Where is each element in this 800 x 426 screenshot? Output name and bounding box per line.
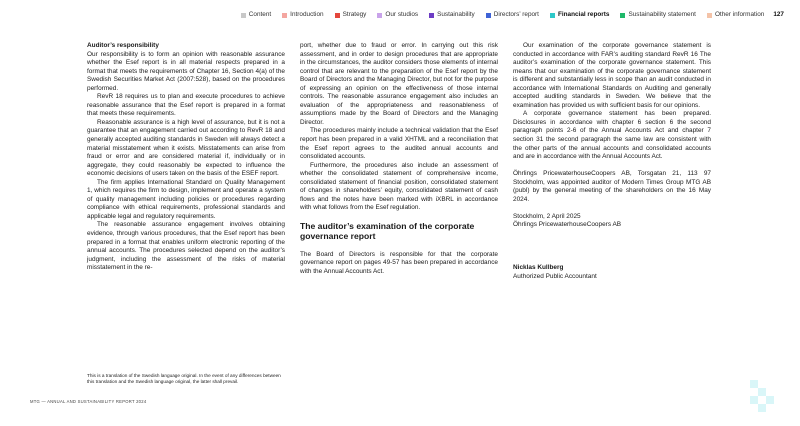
paragraph: A corporate governance statement has been prepared. Disclosures in accordance with chapter 6 section 6 the second paragraph points 2-6 of the Annual Accounts Act and chapter 7 section 31 the second paragraph the same law are consistent with the other parts of the annual accounts and consolidated accounts and are in accordance with the Annual Accounts Act. [513,110,711,161]
nav-item-introduction[interactable] [282,11,323,19]
text-column-right [513,42,711,281]
text-column-left [87,42,285,273]
paragraph: The procedures mainly include a technical validation that the Esef report has been prepared in a valid XHTML and a reconciliation that the Esef report agrees to the audited annual accounts and consolidated accounts. [300,127,498,161]
square-icon [377,13,382,18]
paragraph: port, whether due to fraud or error. In carrying out this risk assessment, and in order to design procedures that are appropriate in the circumstances, the auditor considers those elements of internal control that are relevant to the preparation of the Esef report by the Board of Directors and the Managing Director, but not for the purpose of expressing an opinion on the effectiveness of those internal controls. The reasonable assurance engagement also includes an evaluation of the appropriateness and reasonableness of assumptions made by the Board of Directors and the Managing Director. [300,42,498,126]
paragraph: The reasonable assurance engagement involves obtaining evidence, through various procedures, that the Esef report has been prepared in a format that enables uniform electronic reporting of the annual accounts. The procedures selected depend on the auditor’s judgment, including the assessment of the risks of material misstatement in the re- [87,221,285,272]
square-icon [429,13,434,18]
page-number: 127 [773,11,784,18]
decorative-squares [750,380,780,412]
square-icon [241,13,246,18]
paragraph: Reasonable assurance is a high level of assurance, but it is not a guarantee that an engagement carried out according to RevR 18 and generally accepted auditing standards in Sweden will always detect a material misstatement when it exists. Misstatements can arise from fraud or error and are considered material if, individually or in aggregate, they could reasonably be expected to influence the economic decisions of users taken on the basis of the ESEF report. [87,118,285,178]
paragraph: Our examination of the corporate governance statement is conducted in accordance with FAR’s auditing standard RevR 16 The auditor’s examination of the corporate governance statement. This means that our examination of the corporate governance statement is different and substantially less in scope than an audit conducted in accordance with International Standards on Auditing and generally accepted auditing standards in Sweden. We believe that the examination has provided us with sufficient basis for our opinions. [513,42,711,109]
text-column-middle [300,42,498,277]
square-icon [282,13,287,18]
nav-item-strategy[interactable] [335,11,367,19]
paragraph: Our responsibility is to form an opinion with reasonable assurance whether the Esef report is in all material respects prepared in a format that meets the requirements of Chapter 16, Section 4(a) of the Swedish Securities Market Act (2007:528), based on the procedures performed. [87,50,285,92]
nav-item-content[interactable] [241,11,271,19]
nav-item-financial-reports[interactable] [550,11,610,19]
square-icon [550,13,555,18]
nav-item-label: Introduction [290,11,324,18]
paragraph: Furthermore, the procedures also include an assessment of whether the consolidated statement of comprehensive income, consolidated statement of financial position, consolidated statement of changes in shareholders’ equity, consolidated statement of cash flows and the notes have been marked with iXBRL in accordance with what follows from the Esef regulation. [300,161,498,212]
nav-item-label: Other information [714,11,765,18]
nav-item-label: Directors’ report [493,11,539,18]
section-navigation [230,11,784,19]
nav-item-label: Financial reports [557,11,610,18]
nav-item-label: Our studios [385,11,419,18]
signature-place-date: Stockholm, 2 April 2025 [513,212,581,220]
audit-firm: Öhrlings PricewaterhouseCoopers AB [513,221,622,229]
square-icon [486,13,491,18]
nav-item-sustainability[interactable] [429,11,475,19]
report-footer: MTG — ANNUAL AND SUSTAINABILITY REPORT 2024 [30,399,147,404]
nav-item-our-studios[interactable] [377,11,418,19]
paragraph: The firm applies International Standard on Quality Management 1, which requires the firm to design, implement and operate a system of quality management including policies or procedures regarding compliance with ethical requirements, professional standards and applicable legal and regulatory requirements. [87,178,285,220]
nav-item-label: Strategy [342,11,367,18]
nav-item-other-information[interactable] [707,11,764,19]
nav-item-label: Sustainability statement [628,11,696,18]
nav-item-label: Sustainability [437,11,475,18]
nav-item-sustainability-statement[interactable] [620,11,696,19]
nav-item-label: Content [248,11,272,18]
signer-name: Nicklas Kullberg [513,264,564,272]
square-icon [620,13,625,18]
paragraph: RevR 18 requires us to plan and execute procedures to achieve reasonable assurance that the Esef report is prepared in a format that meets these requirements. [87,93,285,118]
nav-item-directors-report[interactable] [486,11,539,19]
paragraph: Öhrlings PricewaterhouseCoopers AB, Torsgatan 21, 113 97 Stockholm, was appointed auditor of Modern Times Group MTG AB (publ) by the general meeting of the shareholders on the 16 May 2024. [513,170,711,203]
square-icon [707,13,712,18]
square-icon [335,13,340,18]
translation-footnote: This is a translation of the Swedish language original. In the event of any differences between this translation and the Swedish language original, the latter shall prevail. [87,373,281,384]
section-heading: Auditor’s responsibility [87,42,159,49]
section-title: The auditor’s examination of the corporate governance report [300,220,475,242]
paragraph: The Board of Directors is responsible for that the corporate governance report on pages 49-57 has been prepared in accordance with the Annual Accounts Act. [300,250,498,276]
signer-title: Authorized Public Accountant [513,272,597,280]
